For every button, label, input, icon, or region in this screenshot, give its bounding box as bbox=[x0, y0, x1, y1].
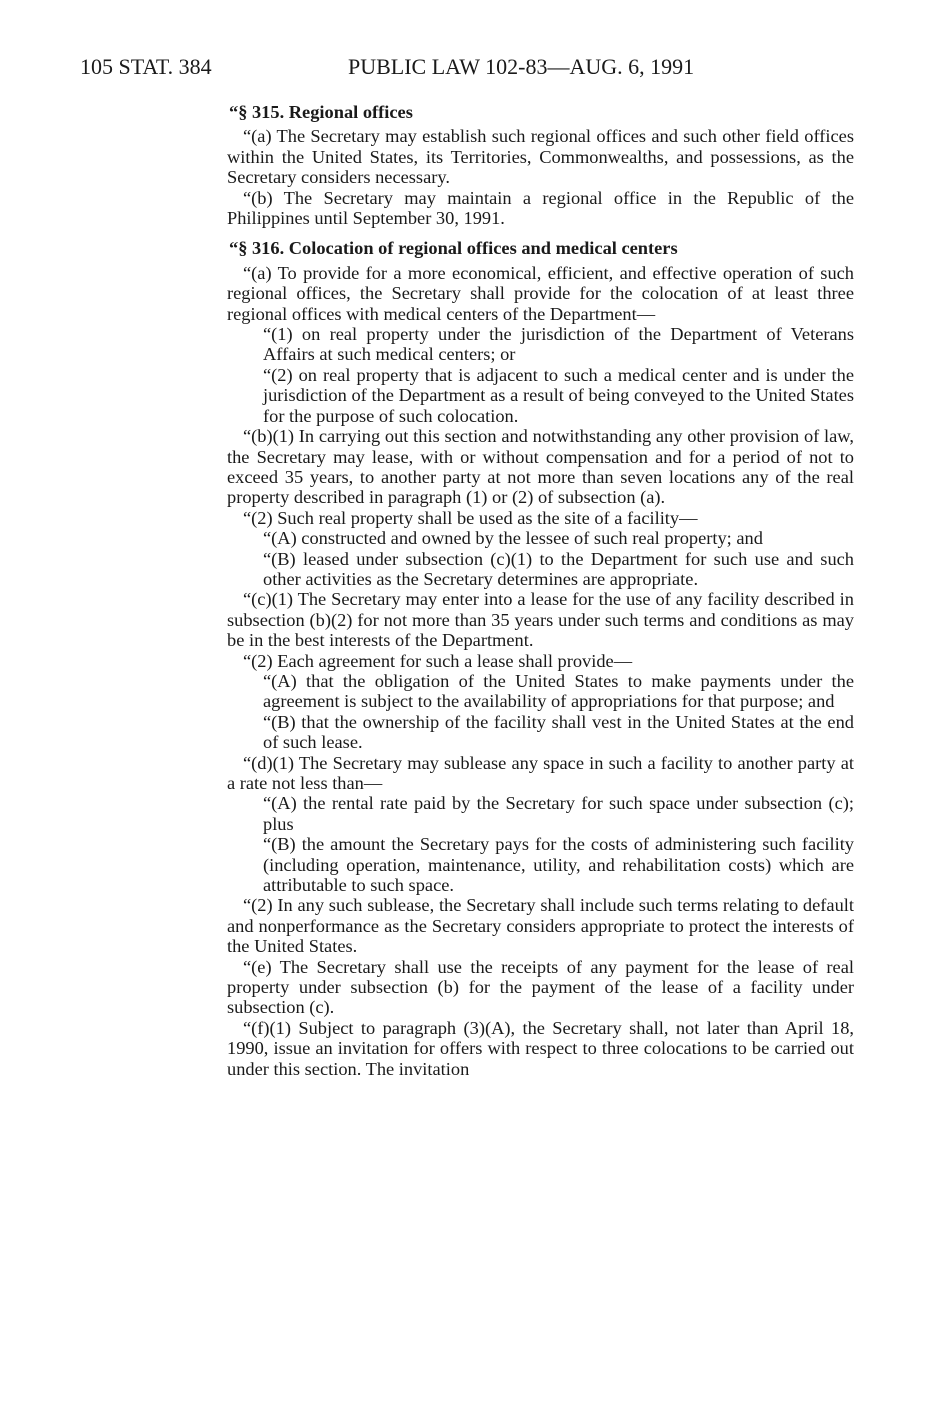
section-315-heading: “§ 315. Regional offices bbox=[229, 102, 413, 122]
section-316-b2B: “(B) leased under subsection (c)(1) to the Department for such use and such other activities as the Secretary determines are appropriate. bbox=[263, 548, 854, 589]
section-316-d1A: “(A) the rental rate paid by the Secretary for such space under subsection (c); plus bbox=[263, 793, 854, 834]
section-316-b1: “(b)(1) In carrying out this section and notwithstanding any other provision of law, the Secretary may lease, with or without compensation and for a period of not to exceed 35 years, to another party at not more than seven locations any of the real property described in paragraph (1) or (2) of subsection (a). bbox=[227, 426, 854, 508]
section-316-b2: “(2) Such real property shall be used as the site of a facility— bbox=[243, 507, 698, 528]
section-316-e: “(e) The Secretary shall use the receipts of any payment for the lease of real property under subsection (b) for the payment of the lease of a facility under subsection (c). bbox=[227, 956, 854, 1018]
section-316-d2: “(2) In any such sublease, the Secretary shall include such terms relating to default and nonperformance as the Secretary considers appropriate to protect the interests of the United States. bbox=[227, 895, 854, 957]
section-316-a: “(a) To provide for a more economical, efficient, and effective operation of such regional offices, the Secretary shall provide for the colocation of at least three regional offices with medical centers of the Department— bbox=[227, 262, 854, 324]
section-316-a1: “(1) on real property under the jurisdiction of the Department of Veterans Affairs at such medical centers; or bbox=[263, 324, 854, 365]
section-316-c2A: “(A) that the obligation of the United States to make payments under the agreement is subject to the availability of appropriations for that purpose; and bbox=[263, 670, 854, 712]
section-316-d1: “(d)(1) The Secretary may sublease any space in such a facility to another party at a rate not less than— bbox=[227, 752, 854, 793]
section-316-heading: “§ 316. Colocation of regional offices and medical centers bbox=[229, 238, 678, 259]
section-316-d1B: “(B) the amount the Secretary pays for the costs of administering such facility (including operation, maintenance, utility, and rehabilitation costs) which are attributable to such space. bbox=[263, 834, 854, 896]
section-315-b: “(b) The Secretary may maintain a regional office in the Republic of the Philippines until September 30, 1991. bbox=[227, 187, 854, 229]
stat-citation: 105 STAT. 384 bbox=[80, 54, 212, 79]
section-316-b2A: “(A) constructed and owned by the lessee of such real property; and bbox=[263, 528, 763, 549]
document-body bbox=[227, 102, 854, 1079]
law-title: PUBLIC LAW 102-83—AUG. 6, 1991 bbox=[348, 54, 695, 79]
section-316-a2: “(2) on real property that is adjacent to such a medical center and is under the jurisdiction of the Department as a result of being conveyed to the United States for the purpose of such colocation. bbox=[263, 364, 854, 426]
section-316-c2: “(2) Each agreement for such a lease shall provide— bbox=[243, 650, 633, 671]
section-315-a: “(a) The Secretary may establish such regional offices and such other field offices within the United States, its Territories, Commonwealths, and possessions, as the Secretary considers necessary. bbox=[227, 126, 854, 188]
section-316-c1: “(c)(1) The Secretary may enter into a lease for the use of any facility described in subsection (b)(2) for not more than 35 years under such terms and conditions as may be in the best interests of the Department. bbox=[227, 589, 854, 651]
section-316-f1: “(f)(1) Subject to paragraph (3)(A), the Secretary shall, not later than April 18, 1990, issue an invitation for offers with respect to three colocations to be carried out under this section. The invitation bbox=[227, 1017, 854, 1079]
section-316-c2B: “(B) that the ownership of the facility shall vest in the United States at the end of such lease. bbox=[263, 711, 854, 753]
